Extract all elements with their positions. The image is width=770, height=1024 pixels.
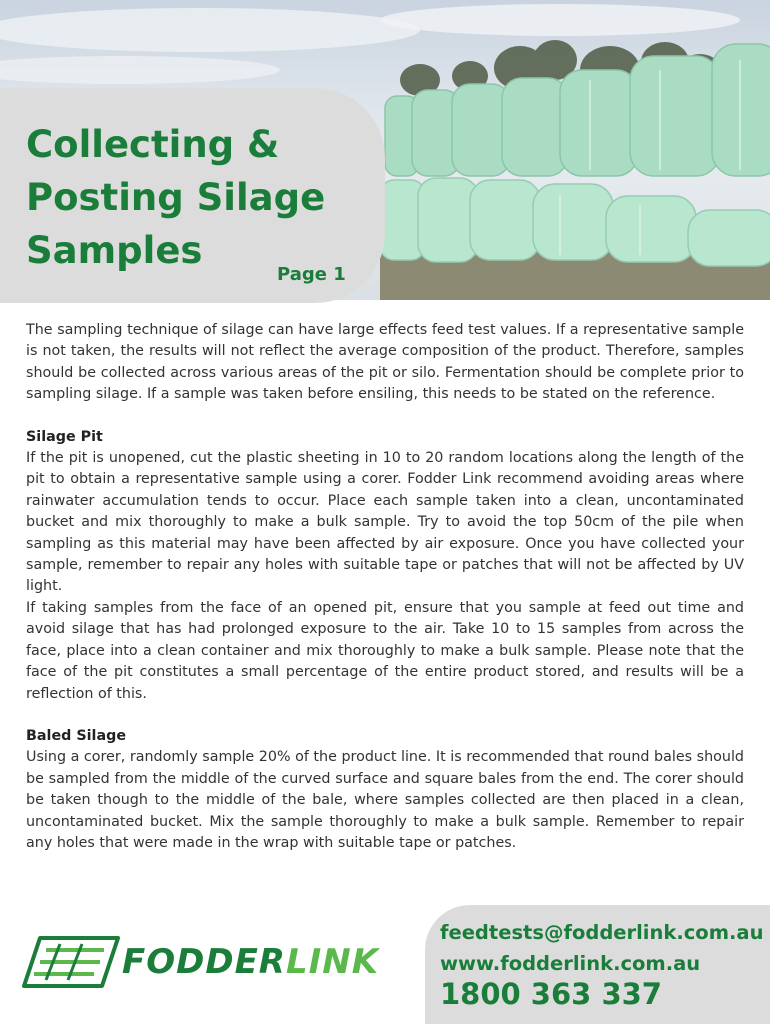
silage-pit-paragraph-2: If taking samples from the face of an opened pit, ensure that you sample at feed out time and avoid silage that has had prolonged exposure to the air. Take 10 to 15 samples from across the face, place into a clean container and mix thoroughly to make a bulk sample. Please note that the face of the pit constitutes a small percentage of the entire product stored, and results will be a reflection of this. <box>26 599 744 702</box>
contact-email-link[interactable]: feedtests@fodderlink.com.au <box>440 921 764 944</box>
page-number-label: Page 1 <box>277 264 346 285</box>
contact-website-link[interactable]: www.fodderlink.com.au <box>440 952 701 975</box>
title-line-1: Collecting & <box>26 123 280 166</box>
fodderlink-logo-text <box>122 942 379 982</box>
logo-text-fodder: FODDER <box>122 942 286 982</box>
baled-silage-paragraph: Using a corer, randomly sample 20% of the product line. It is recommended that round bales should be sampled from the middle of the curved surface and square bales from the end. The corer should be taken though to the middle of the bale, where samples collected are then placed in a clean, uncontaminated bucket. Mix the sample thoroughly to make a bulk sample. Remember to repair any holes that were made in the wrap with suitable tape or patches. <box>26 749 744 851</box>
intro-paragraph: The sampling technique of silage can have large effects feed test values. If a representative sample is not taken, the results will not reflect the average composition of the product. Therefore, samples should be collected across various areas of the pit or silo. Fermentation should be complete prior to sampling silage. If a sample was taken before ensiling, this needs to be stated on the reference. <box>26 322 744 403</box>
silage-pit-paragraph-1: If the pit is unopened, cut the plastic sheeting in 10 to 20 random locations along the length of the pit to obtain a representative sample using a corer. Fodder Link recommend avoiding areas where rainwater accumulation tends to occur. Place each sample taken into a clean, uncontaminated bucket and mix thoroughly to make a bulk sample. Try to avoid the top 50cm of the pile when sampling as this material may have been affected by air exposure. Once you have collected your sample, remember to repair any holes with suitable tape or patches that will not be affected by UV light. <box>26 450 744 595</box>
page-title <box>26 118 366 277</box>
logo-text-link: LINK <box>285 942 380 982</box>
silage-pit-heading: Silage Pit <box>26 428 103 445</box>
title-line-3: Samples <box>26 229 203 272</box>
document-body <box>26 320 744 854</box>
contact-phone-number[interactable]: 1800 363 337 <box>440 977 662 1011</box>
baled-silage-heading: Baled Silage <box>26 727 127 744</box>
title-line-2: Posting Silage <box>26 176 326 219</box>
